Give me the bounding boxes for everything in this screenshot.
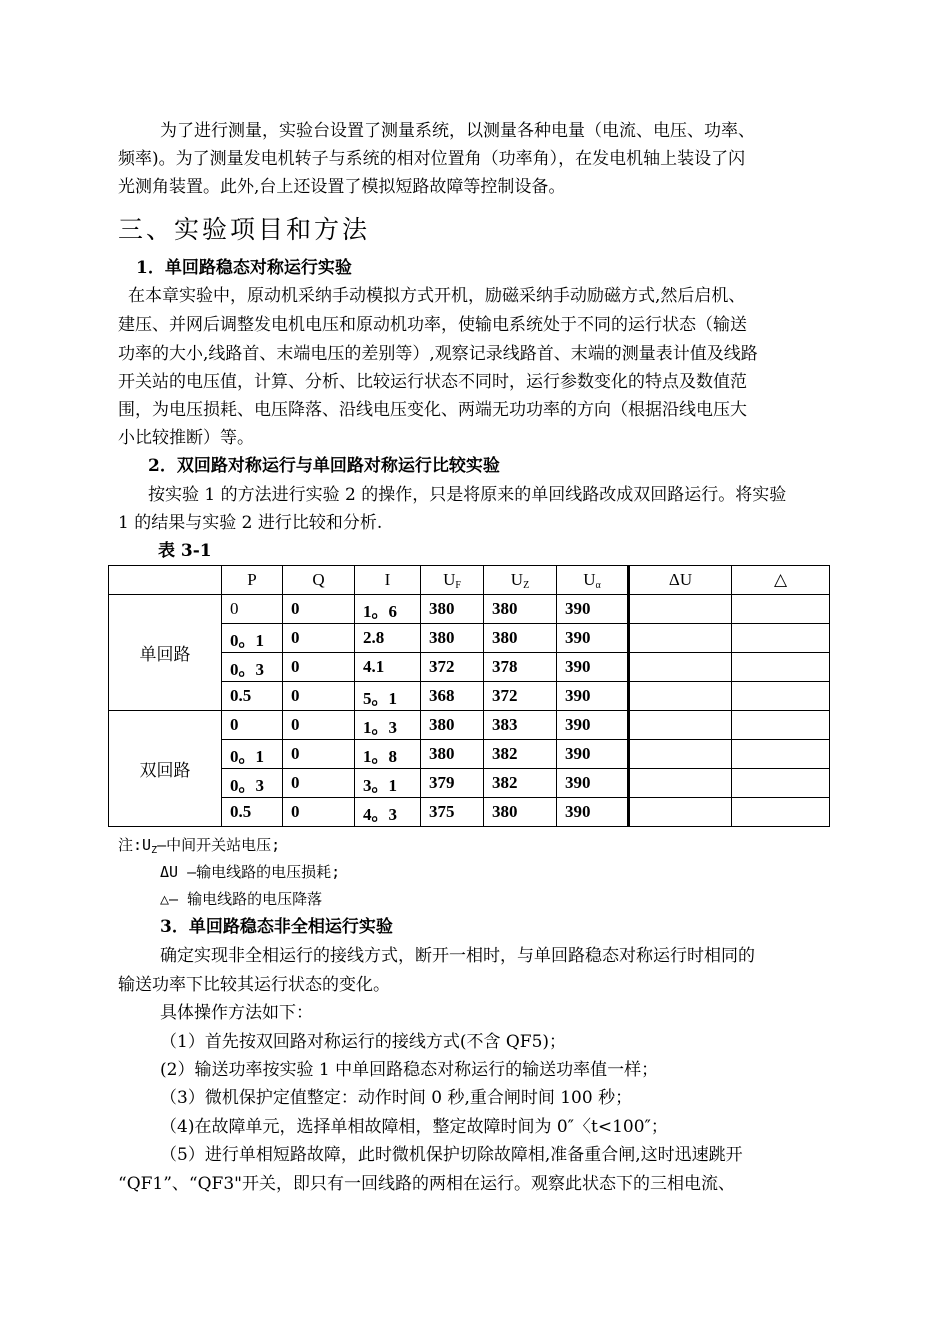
table-header-row	[109, 566, 830, 595]
note-triangle: △— 输电线路的电压降落	[160, 890, 323, 908]
cell-uz: 382	[484, 740, 557, 769]
exp3-step: （3）微机保护定值整定：动作时间 0 秒,重合闸时间 100 秒；	[160, 1088, 633, 1108]
header-ua: $U_\alpha$	[557, 566, 629, 595]
cell-p: 0。3	[222, 769, 283, 798]
exp2-line: 按实验 1 的方法进行实验 2 的操作，只是将原来的单回线路改成双回路运行。将实验	[148, 485, 787, 505]
exp3-step: (2）输送功率按实验 1 中单回路稳态对称运行的输送功率值一样；	[160, 1060, 659, 1080]
header-triangle: △	[732, 566, 830, 595]
cell-delta-u	[629, 740, 732, 769]
note-uz: 注$:U_Z—$中间开关站电压;	[118, 836, 281, 856]
cell-p: 0。1	[222, 740, 283, 769]
note-delta-u: ΔU —输电线路的电压损耗;	[160, 863, 341, 881]
cell-q: 0	[283, 711, 355, 740]
cell-uz: 372	[484, 682, 557, 711]
cell-p: 0.5	[222, 798, 283, 827]
cell-q: 0	[283, 798, 355, 827]
header-i: I	[355, 566, 421, 595]
table-row	[109, 595, 830, 624]
cell-triangle	[732, 653, 830, 682]
cell-i: 1。8	[355, 740, 421, 769]
section-heading: 三、实验项目和方法	[118, 215, 371, 244]
cell-q: 0	[283, 653, 355, 682]
table-caption: 表 3-1	[158, 541, 212, 561]
data-table	[108, 565, 830, 827]
cell-q: 0	[283, 595, 355, 624]
cell-delta-u	[629, 595, 732, 624]
cell-uf: 380	[421, 711, 484, 740]
cell-uz: 378	[484, 653, 557, 682]
cell-p: 0	[222, 711, 283, 740]
cell-uf: 375	[421, 798, 484, 827]
cell-delta-u	[629, 653, 732, 682]
exp3-line: 输送功率下比较其运行状态的变化。	[118, 975, 390, 995]
cell-ua: 390	[557, 653, 629, 682]
intro-line: 频率)。为了测量发电机转子与系统的相对位置角（功率角），在发电机轴上装设了闪	[118, 149, 746, 169]
exp1-line: 功率的大小,线路首、末端电压的差别等）,观察记录线路首、末端的测量表计值及线路	[118, 344, 758, 364]
cell-i: 1。3	[355, 711, 421, 740]
header-uf: $U_F$	[421, 566, 484, 595]
cell-uf: 368	[421, 682, 484, 711]
cell-triangle	[732, 769, 830, 798]
exp3-step: （1）首先按双回路对称运行的接线方式(不含 QF5)；	[160, 1032, 567, 1052]
cell-delta-u	[629, 711, 732, 740]
exp3-title: 3．单回路稳态非全相运行实验	[160, 917, 393, 937]
cell-i: 3。1	[355, 769, 421, 798]
cell-uz: 380	[484, 624, 557, 653]
cell-i: 1。6	[355, 595, 421, 624]
header-delta-u: ΔU	[629, 566, 732, 595]
exp2-line: 1 的结果与实验 2 进行比较和分析.	[118, 513, 383, 533]
cell-ua: 390	[557, 711, 629, 740]
cell-uf: 379	[421, 769, 484, 798]
exp3-step: “QF1”、“QF3"开关，即只有一回线路的两相在运行。观察此状态下的三相电流、	[118, 1174, 735, 1194]
cell-p: 0。1	[222, 624, 283, 653]
header-p: P	[222, 566, 283, 595]
cell-uf: 380	[421, 740, 484, 769]
cell-uz: 383	[484, 711, 557, 740]
table-row	[109, 711, 830, 740]
exp3-step: （4)在故障单元，选择单相故障相，整定故障时间为 0″〈t<100″；	[160, 1117, 668, 1137]
exp3-step: （5）进行单相短路故障，此时微机保护切除故障相,准备重合闸,这时迅速跳开	[160, 1145, 743, 1165]
cell-p: 0	[222, 595, 283, 624]
cell-triangle	[732, 740, 830, 769]
cell-delta-u	[629, 682, 732, 711]
cell-ua: 390	[557, 798, 629, 827]
cell-uf: 380	[421, 624, 484, 653]
cell-ua: 390	[557, 769, 629, 798]
exp3-method-title: 具体操作方法如下：	[160, 1003, 313, 1023]
cell-uf: 380	[421, 595, 484, 624]
intro-line: 光测角装置。此外,台上还设置了模拟短路故障等控制设备。	[118, 177, 566, 197]
cell-uz: 380	[484, 798, 557, 827]
exp2-title: 2．双回路对称运行与单回路对称运行比较实验	[148, 456, 500, 476]
cell-triangle	[732, 624, 830, 653]
exp1-title: 1．单回路稳态对称运行实验	[136, 258, 352, 278]
cell-i: 2.8	[355, 624, 421, 653]
cell-ua: 390	[557, 595, 629, 624]
cell-triangle	[732, 798, 830, 827]
cell-delta-u	[629, 798, 732, 827]
cell-p: 0。3	[222, 653, 283, 682]
header-empty	[109, 566, 222, 595]
cell-p: 0.5	[222, 682, 283, 711]
cell-ua: 390	[557, 682, 629, 711]
cell-q: 0	[283, 740, 355, 769]
exp1-line: 开关站的电压值，计算、分析、比较运行状态不同时，运行参数变化的特点及数值范	[118, 372, 747, 392]
cell-triangle	[732, 682, 830, 711]
exp3-line: 确定实现非全相运行的接线方式，断开一相时，与单回路稳态对称运行时相同的	[160, 946, 755, 966]
cell-triangle	[732, 711, 830, 740]
cell-delta-u	[629, 624, 732, 653]
cell-i: 5。1	[355, 682, 421, 711]
group-label-double: 双回路	[109, 711, 222, 827]
cell-i: 4。3	[355, 798, 421, 827]
exp1-line: 小比较推断）等。	[118, 428, 254, 448]
exp1-line: 建压、并网后调整发电机电压和原动机功率，使输电系统处于不同的运行状态（输送	[118, 315, 747, 335]
cell-ua: 390	[557, 624, 629, 653]
exp1-line: 在本章实验中，原动机采纳手动模拟方式开机，励磁采纳手动励磁方式,然后启机、	[128, 286, 746, 306]
cell-delta-u	[629, 769, 732, 798]
cell-q: 0	[283, 624, 355, 653]
cell-uf: 372	[421, 653, 484, 682]
header-uz: $U_Z$	[484, 566, 557, 595]
exp1-line: 围，为电压损耗、电压降落、沿线电压变化、两端无功功率的方向（根据沿线电压大	[118, 400, 747, 420]
cell-uz: 380	[484, 595, 557, 624]
header-q: Q	[283, 566, 355, 595]
cell-q: 0	[283, 682, 355, 711]
cell-triangle	[732, 595, 830, 624]
cell-uz: 382	[484, 769, 557, 798]
group-label-single: 单回路	[109, 595, 222, 711]
cell-ua: 390	[557, 740, 629, 769]
intro-line: 为了进行测量，实验台设置了测量系统，以测量各种电量（电流、电压、功率、	[160, 121, 755, 141]
cell-q: 0	[283, 769, 355, 798]
cell-i: 4.1	[355, 653, 421, 682]
